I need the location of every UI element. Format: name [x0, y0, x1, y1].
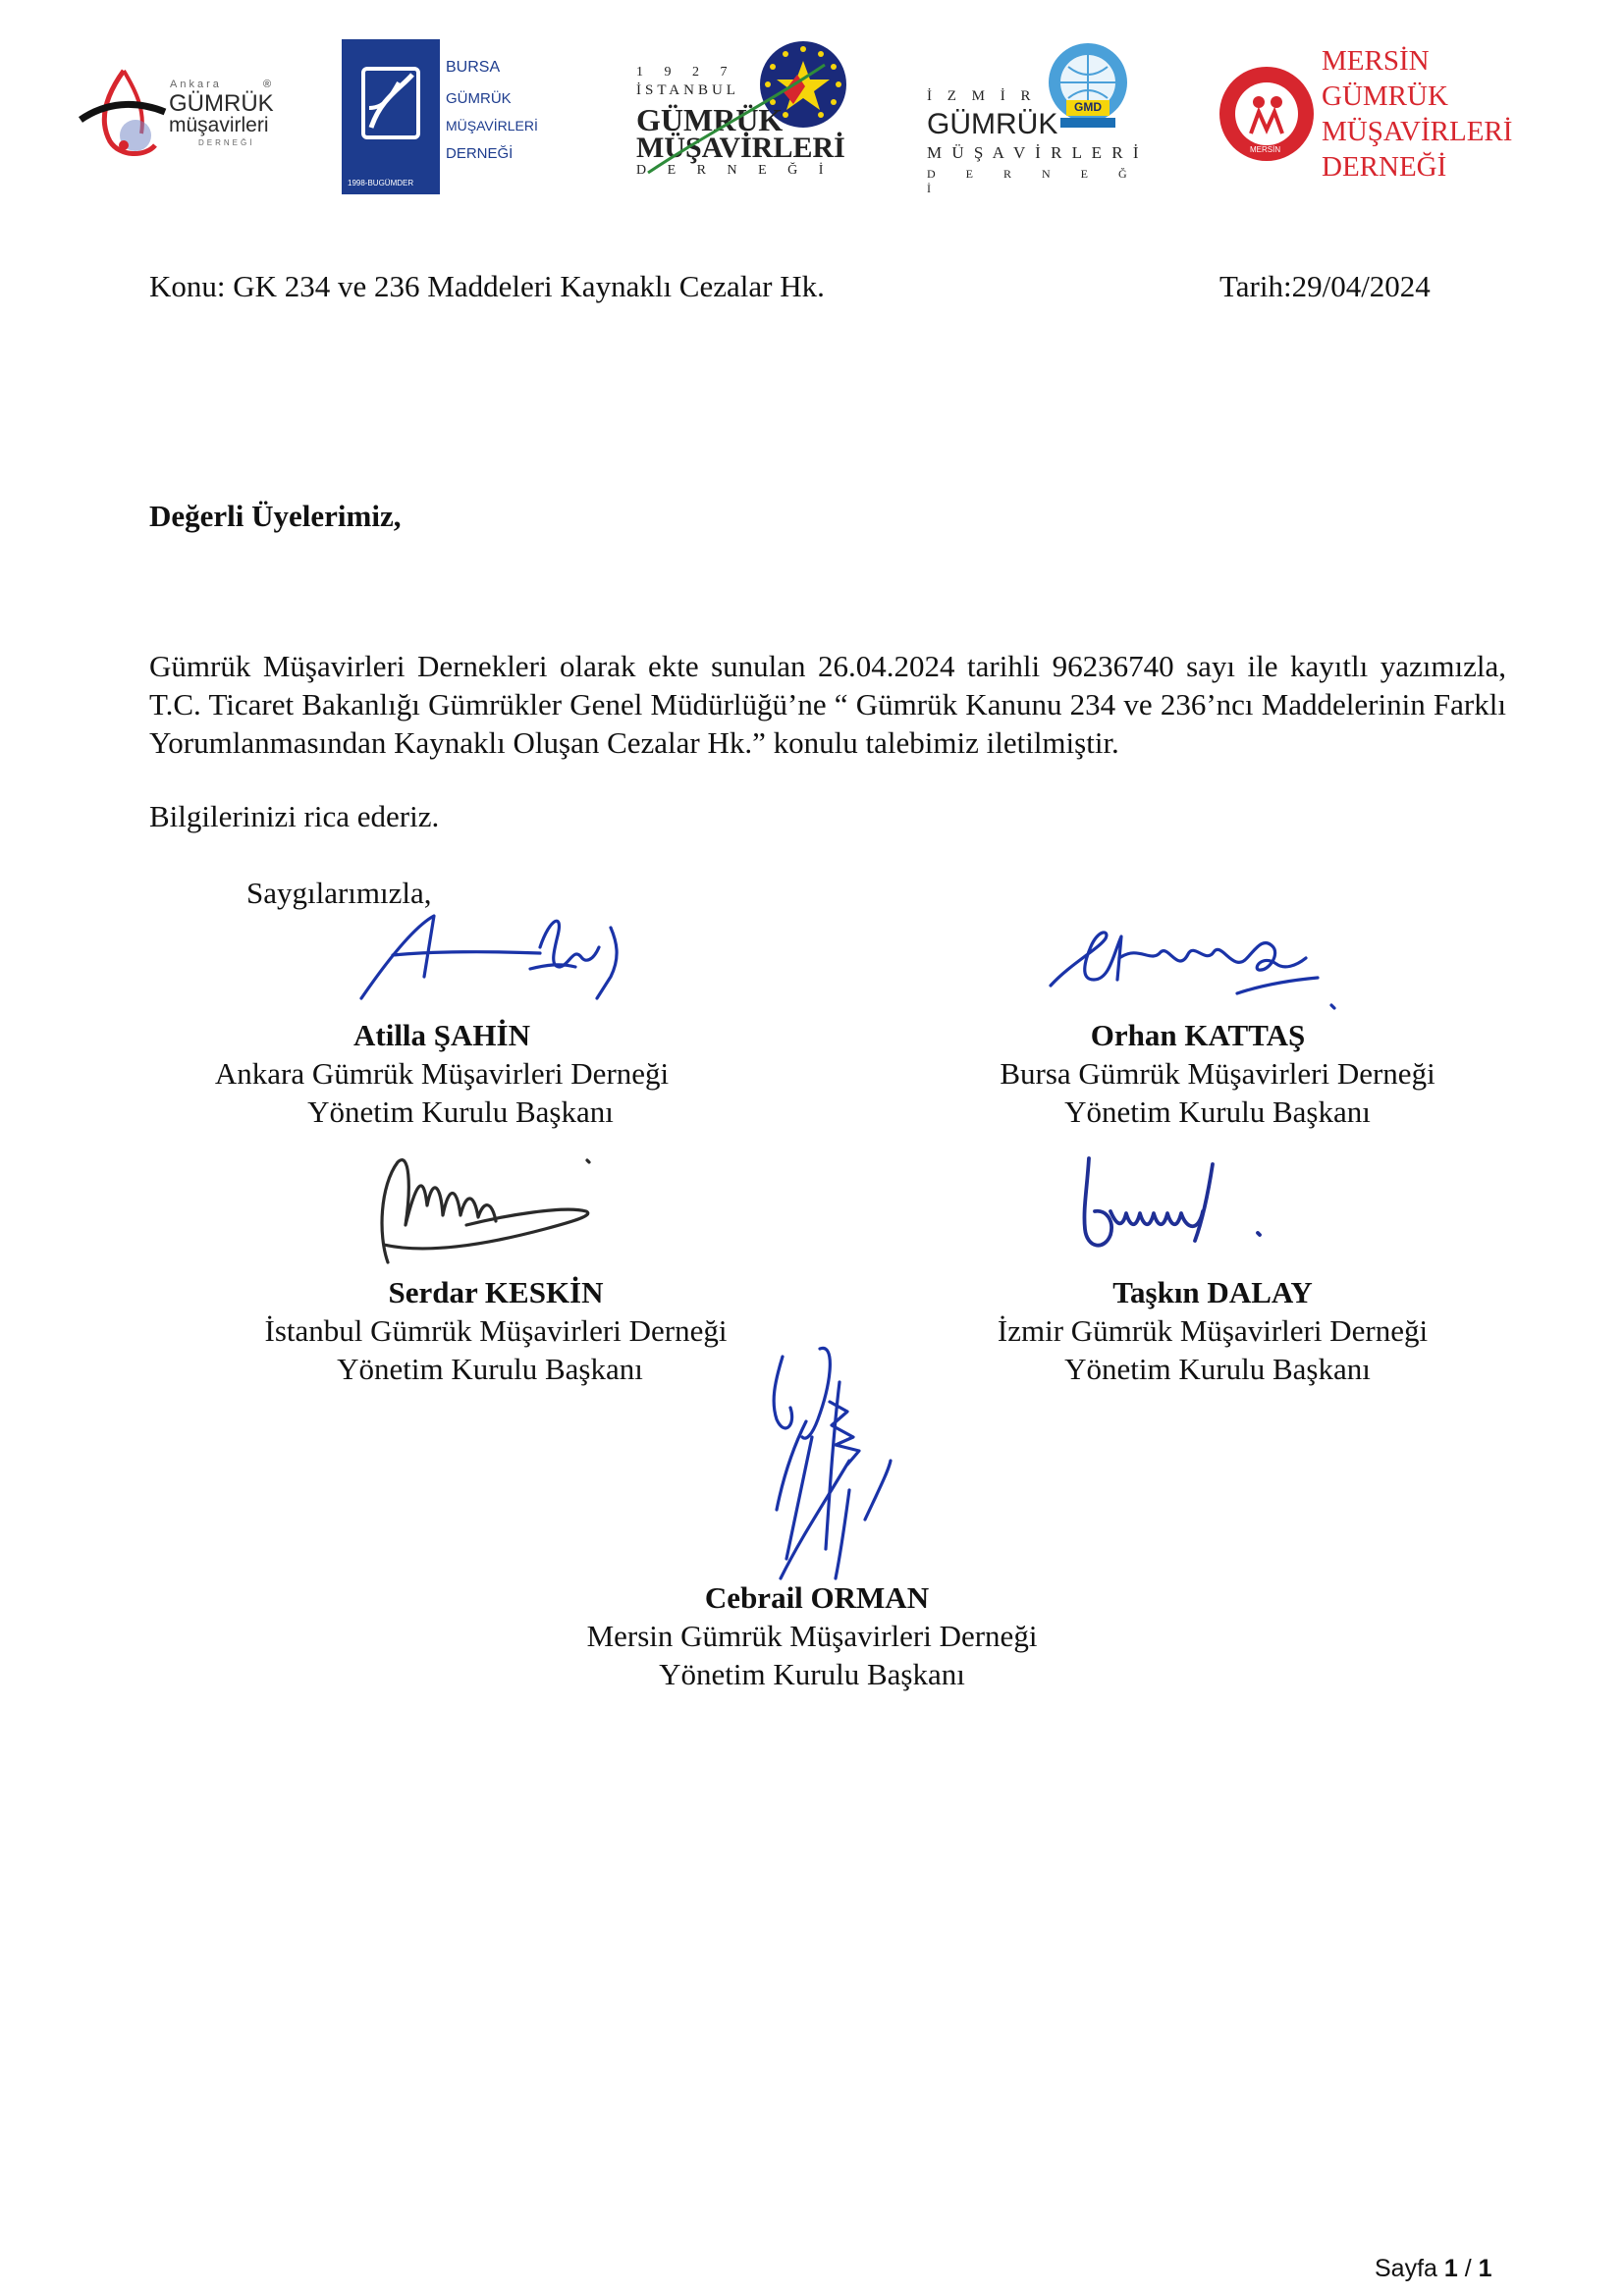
izmir-logo-line2: M Ü Ş A V İ R L E R İ [927, 143, 1142, 162]
bursa-logo-line3: MÜŞAVİRLERİ [446, 118, 538, 133]
istanbul-logo-line3: D E R N E Ğ İ [636, 163, 833, 178]
istanbul-logo-city: İSTANBUL [636, 82, 739, 98]
signature-kattas-icon [1041, 915, 1335, 1013]
signature-dalay-icon [1065, 1150, 1281, 1268]
signatory-name: Cebrail ORMAN [704, 1580, 930, 1615]
page-prefix: Sayfa [1375, 2255, 1444, 2282]
ankara-logo-line1: GÜMRÜK [169, 90, 274, 117]
signatory-title: Yönetim Kurulu Başkanı [1064, 1095, 1371, 1129]
izmir-logo-badge: GMD [1074, 100, 1102, 114]
ankara-logo-line3: DERNEĞİ [198, 138, 255, 147]
closing: Saygılarımızla, [246, 876, 432, 910]
page-separator: / [1457, 2255, 1479, 2282]
signatory-org: İstanbul Gümrük Müşavirleri Derneği [264, 1313, 728, 1348]
signatory-org: Bursa Gümrük Müşavirleri Derneği [1000, 1056, 1435, 1091]
signatory-name: Orhan KATTAŞ [1090, 1018, 1306, 1052]
izmir-logo-city: İ Z M İ R [927, 88, 1037, 104]
ankara-logo-small: Ankara [170, 79, 222, 90]
signatory-title: Yönetim Kurulu Başkanı [1064, 1352, 1371, 1386]
signatory-title: Yönetim Kurulu Başkanı [337, 1352, 643, 1386]
signatory-org: Ankara Gümrük Müşavirleri Derneği [214, 1056, 670, 1091]
ankara-logo-reg: ® [263, 79, 272, 90]
body-paragraph-2: Bilgilerinizi rica ederiz. [149, 799, 440, 833]
mersin-logo-ring-bottom: MERSİN [1250, 145, 1281, 154]
signatory-block-ankara [196, 1016, 687, 1131]
mersin-logo-line3: MÜŞAVİRLERİ [1322, 116, 1513, 147]
signatory-block-mersin [567, 1578, 1057, 1693]
signatory-block-bursa [967, 1016, 1468, 1131]
document-date: Tarih:29/04/2024 [1219, 269, 1431, 303]
page-number [1375, 2255, 1492, 2283]
page-total: 1 [1478, 2255, 1492, 2282]
bursa-logo-line4: DERNEĞİ [446, 145, 514, 162]
ankara-logo-line2: müşavirleri [169, 114, 269, 136]
mersin-emblem-icon [1218, 35, 1316, 196]
izmir-logo [923, 37, 1149, 196]
signature-orman-icon [741, 1343, 918, 1598]
page-current: 1 [1443, 2255, 1458, 2282]
istanbul-swoosh-icon [628, 45, 835, 192]
istanbul-logo [628, 35, 854, 192]
mersin-logo-line2: GÜMRÜK [1322, 80, 1448, 112]
istanbul-logo-line1: GÜMRÜK [636, 102, 784, 137]
signatory-name: Atilla ŞAHİN [353, 1018, 530, 1052]
bursa-emblem-icon [342, 39, 440, 167]
signatory-title: Yönetim Kurulu Başkanı [307, 1095, 614, 1129]
signatory-block-izmir [967, 1273, 1468, 1388]
body-paragraph-1: Gümrük Müşavirleri Dernekleri olarak ekte sunulan 26.04.2024 tarihli 96236740 sayı ile kayıtlı yazımızla, T.C. Ticaret Bakanlığı Gümrükler Genel Müdürlüğü’ne “ Gümrük Kanunu 234 ve 236’ncı Maddelerinin Farklı Yorumlanmasından Kaynaklı Oluşan Cezalar Hk.” konulu talebimiz iletilmiştir. [149, 649, 1506, 760]
signatory-block-istanbul [241, 1273, 751, 1388]
bursa-logo-block [342, 39, 440, 194]
signatory-org: Mersin Gümrük Müşavirleri Derneği [586, 1619, 1038, 1653]
mersin-logo-line1: MERSİN [1322, 45, 1430, 77]
bursa-logo-line2: GÜMRÜK [446, 90, 512, 107]
signatory-title: Yönetim Kurulu Başkanı [659, 1657, 965, 1691]
bursa-logo [342, 39, 538, 194]
signatory-org: İzmir Gümrük Müşavirleri Derneği [997, 1313, 1429, 1348]
subject-line: Konu: GK 234 ve 236 Maddeleri Kaynaklı Cezalar Hk. [149, 269, 825, 303]
salutation: Değerli Üyelerimiz, [149, 499, 402, 533]
mersin-logo-line4: DERNEĞİ [1322, 151, 1447, 183]
bursa-logo-line1: BURSA [446, 59, 501, 76]
istanbul-logo-year: 1 9 2 7 [636, 65, 736, 80]
izmir-logo-line1: GÜMRÜK [927, 108, 1058, 140]
bursa-logo-footer: 1998-BUGÜMDER [348, 179, 414, 187]
istanbul-logo-line2: MÜŞAVİRLERİ [636, 132, 845, 164]
izmir-logo-line3: D E R N E Ğ İ [927, 167, 1141, 195]
signature-keskin-icon [368, 1147, 623, 1274]
signatory-name: Serdar KESKİN [388, 1275, 604, 1309]
mersin-logo [1218, 35, 1513, 197]
ankara-logo [77, 51, 283, 169]
signatory-name: Taşkın DALAY [1112, 1275, 1313, 1309]
signature-sahin-icon [353, 908, 648, 1006]
